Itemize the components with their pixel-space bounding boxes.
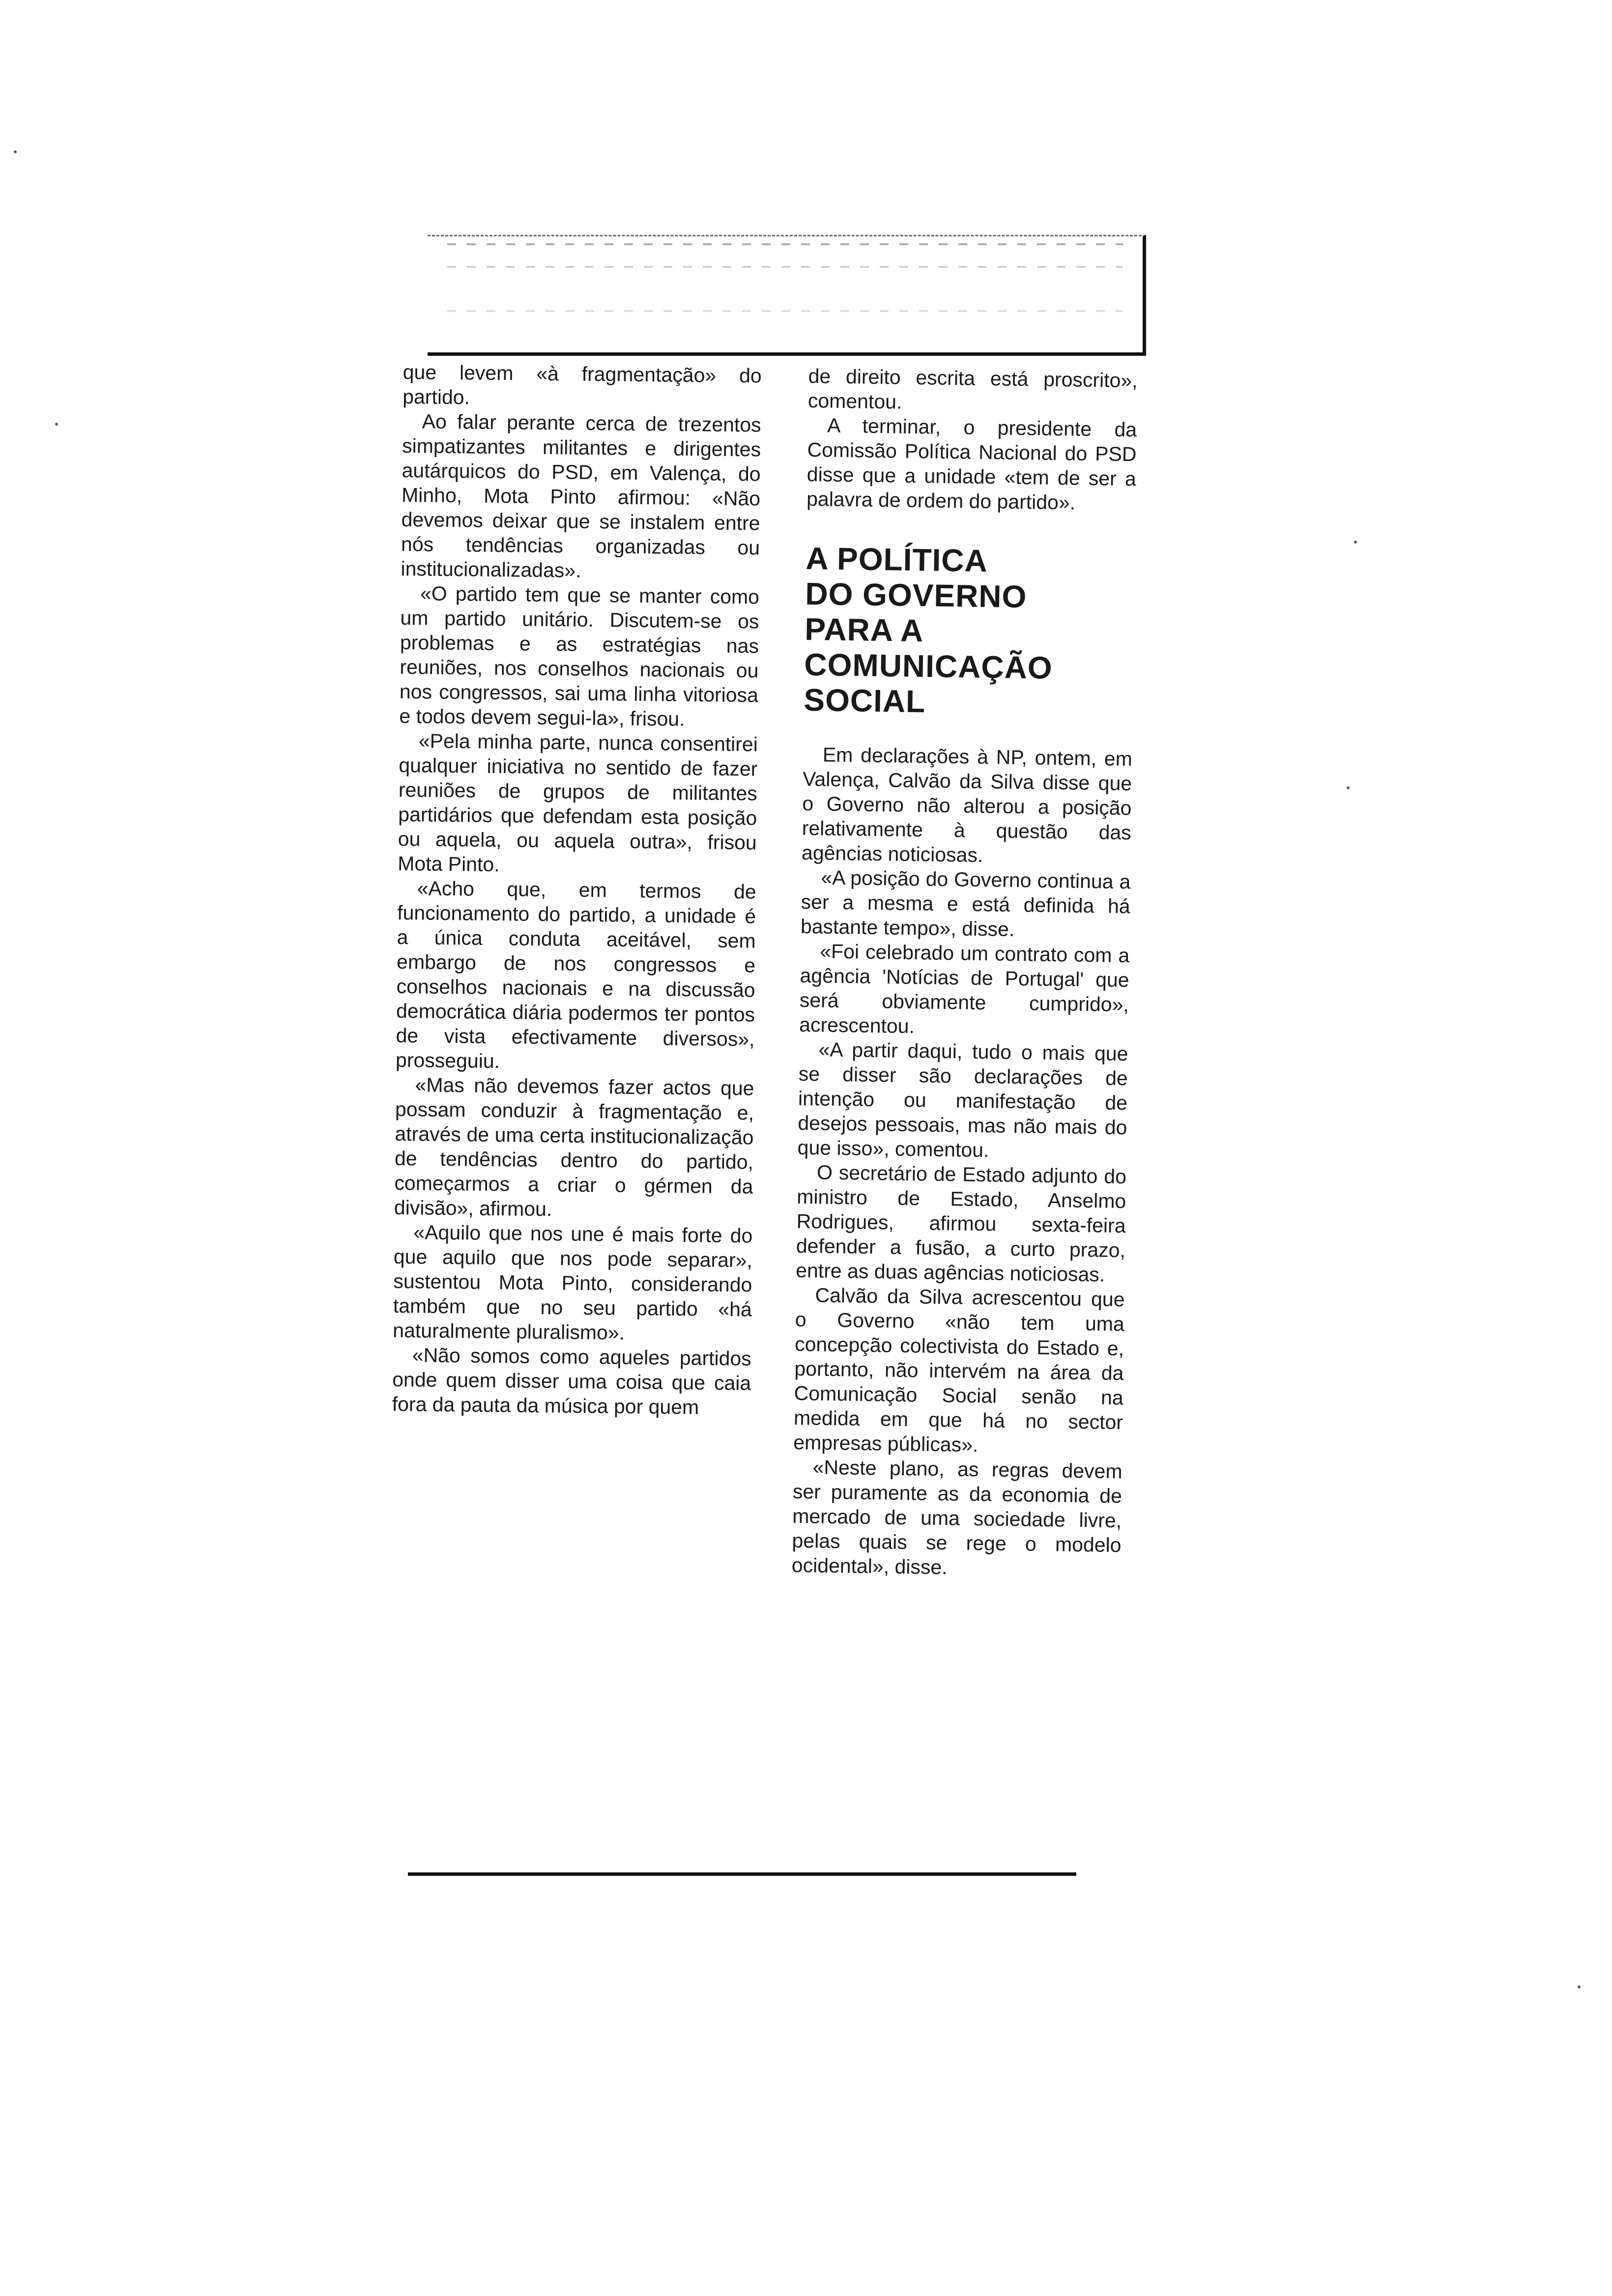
- header-box: [428, 235, 1146, 356]
- paragraph: A terminar, o presidente da Comissão Política Nacional do PSD disse que a unidade «tem de ser a palavra de ordem do partido».: [806, 414, 1137, 514]
- paragraph: «Acho que, em termos de funcionamento do partido, a unidade é a única conduta aceitável, sem embargo de nos congressos e conselhos nacionais e na discussão democrática diária podermos ter pontos de vista efectivamente diversos», prosseguiu.: [395, 877, 756, 1073]
- paragraph: «A partir daqui, tudo o mais que se disser são declarações de intenção ou manifestação de desejos pessoais, mas não mais do que isso», comentou.: [797, 1038, 1128, 1162]
- header-noise: [447, 266, 1123, 268]
- heading-line: SOCIAL: [803, 682, 926, 719]
- scan-speck: [1347, 786, 1350, 789]
- paragraph: «A posição do Governo continua a ser a mesma e está definida há bastante tempo», disse.: [800, 866, 1131, 941]
- paragraph: O secretário de Estado adjunto do ministro de Estado, Anselmo Rodrigues, afirmou sexta-feira defender a fusão, a curto prazo, entre as duas agências noticiosas.: [795, 1161, 1127, 1286]
- heading-line: PARA A: [804, 611, 924, 649]
- heading-line: A POLÍTICA: [805, 540, 988, 579]
- paragraph: que levem «à fragmentação» do partido.: [402, 360, 762, 409]
- header-noise: [447, 310, 1123, 312]
- scan-speck: [14, 150, 17, 153]
- heading-line: COMUNICAÇÃO: [804, 646, 1053, 686]
- article-column-2: [792, 364, 1138, 1582]
- scan-speck: [55, 423, 58, 426]
- paragraph: «Pela minha parte, nunca consentirei qualquer iniciativa no sentido de fazer reuniões de grupos de militantes partidários que defendam esta posição ou aquela, ou aquela outra», frisou Mota Pinto.: [398, 729, 758, 876]
- scan-speck: [1354, 541, 1357, 544]
- paragraph: Em declarações à NP, ontem, em Valença, Calvão da Silva disse que o Governo não alterou a posição relativamente à questão das agências noticiosas.: [801, 743, 1133, 867]
- article-column-1: [392, 360, 761, 1420]
- scan-speck: [1578, 1985, 1581, 1988]
- paragraph: «Aquilo que nos une é mais forte do que aquilo que nos pode separar», sustentou Mota Pinto, considerando também que no seu partido «há naturalmente pluralismo».: [393, 1221, 753, 1344]
- bottom-rule: [408, 1872, 1076, 1876]
- paragraph: «Não somos como aqueles partidos onde quem disser uma coisa que caia fora da pauta da música por quem: [392, 1344, 751, 1419]
- paragraph: «Foi celebrado um contrato com a agência 'Notícias de Portugal' que será obviamente cumprido», acrescentou.: [799, 940, 1130, 1038]
- header-noise: [447, 243, 1123, 245]
- paragraph: «Mas não devemos fazer actos que possam conduzir à fragmentação e, através de uma certa institucionalização de tendências dentro do partido, começarmos a criar o gérmen da divisão», afirmou.: [394, 1073, 754, 1221]
- paragraph: Calvão da Silva acrescentou que o Governo «não tem uma concepção colectivista do Estado e, portanto, não intervém na área da Comunicação Social senão na medida em que há no sector empresas públicas».: [793, 1284, 1125, 1457]
- paragraph: de direito escrita está proscrito», comentou.: [807, 364, 1138, 413]
- paragraph: «Neste plano, as regras devem ser puramente as da economia de mercado de uma sociedade livre, pelas quais se rege o modelo ocidental», disse.: [791, 1456, 1123, 1579]
- paragraph: Ao falar perante cerca de trezentos simpatizantes militantes e dirigentes autárquicos do PSD, em Valença, do Minho, Mota Pinto afirmou: «Não devemos deixar que se instalem entre nós tendências organizadas ou institucionalizadas».: [401, 410, 761, 582]
- heading-line: DO GOVERNO: [805, 575, 1027, 615]
- paragraph: «O partido tem que se manter como um partido unitário. Discutem-se os problemas e as estratégias nas reuniões, nos conselhos nacionais ou nos congressos, sai uma linha vitoriosa e todos devem segui-la», frisou.: [399, 582, 760, 731]
- section-heading: [804, 541, 1135, 722]
